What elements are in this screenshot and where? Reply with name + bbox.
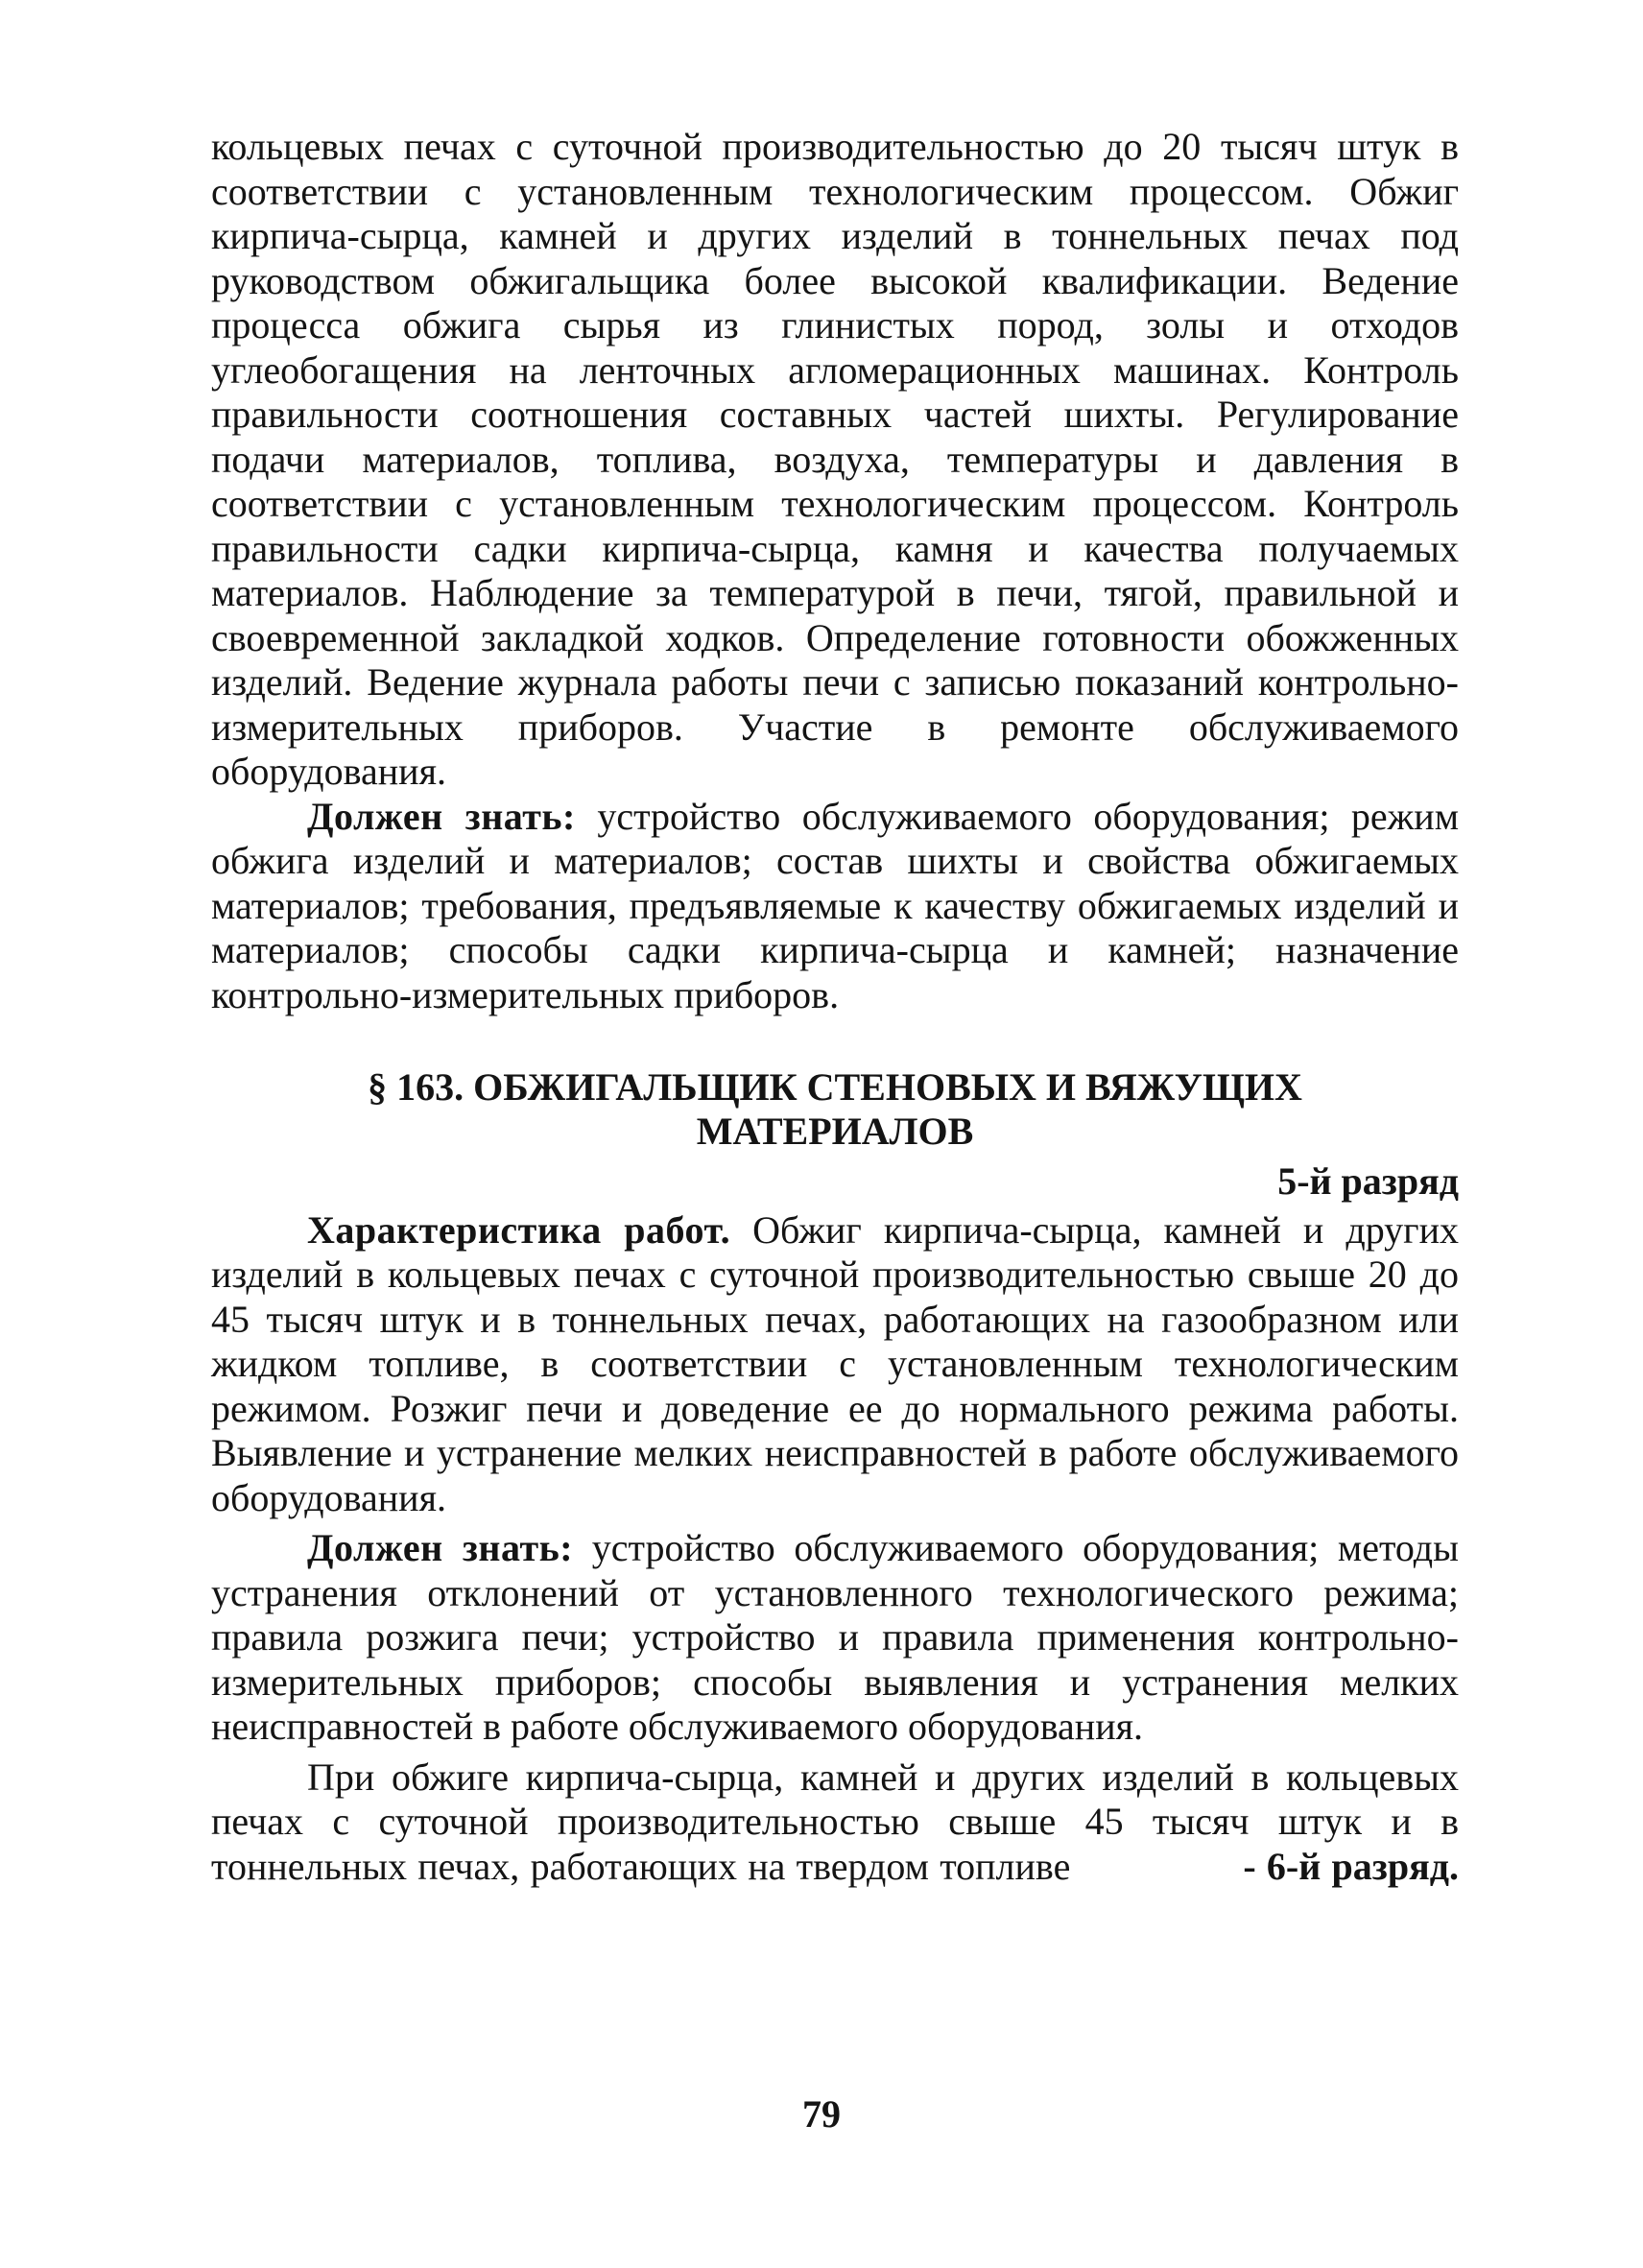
must-know-lead-2: Должен знать: <box>307 1526 574 1569</box>
section-heading <box>211 1065 1459 1154</box>
page-body <box>211 125 1459 1889</box>
note-text-content: При обжиге кирпича-сырца, камней и других изделий в кольцевых печах с суточной производительностью свыше 45 тысяч штук и в тоннельных печах, работающих на твердом топливе <box>211 1755 1459 1888</box>
note-grade: - 6-й разряд. <box>1243 1844 1459 1888</box>
intro-paragraph: кольцевых печах с суточной производительностью до 20 тысяч штук в соответствии с установленным технологическим процессом. Обжиг кирпича-сырца, камней и других изделий в тоннельных печах под руководством обжигальщика более высокой квалификации. Ведение процесса обжига сырья из глинистых пород, золы и отходов углеобогащения на ленточных агломерационных машинах. Контроль правильности соотношения составных частей шихты. Регулирование подачи материалов, топлива, воздуха, температуры и давления в соответствии с установленным технологическим процессом. Контроль правильности садки кирпича-сырца, камня и качества получаемых материалов. Наблюдение за температурой в печи, тягой, правильной и своевременной закладкой ходков. Определение готовности обожженных изделий. Ведение журнала работы печи с записью показаний контрольно-измерительных приборов. Участие в ремонте обслуживаемого оборудования. <box>211 125 1459 793</box>
must-know-lead-1: Должен знать: <box>307 794 576 838</box>
must-know-text-2: устройство обслуживаемого оборудования; методы устранения отклонений от установленного технологического режима; правила розжига печи; устройство и правила применения контрольно-измерительных приборов; способы выявления и устранения мелких неисправностей в работе обслуживаемого оборудования. <box>211 1526 1460 1748</box>
must-know-paragraph-1 <box>211 795 1459 1018</box>
section-heading-line-1: § 163. ОБЖИГАЛЬЩИК СТЕНОВЫХ И ВЯЖУЩИХ <box>368 1065 1302 1109</box>
section-heading-line-2: МАТЕРИАЛОВ <box>696 1110 974 1153</box>
note-text <box>211 1755 1459 1890</box>
characteristics-paragraph <box>211 1208 1459 1521</box>
page-number: 79 <box>802 2092 841 2136</box>
note-paragraph <box>211 1755 1459 1890</box>
must-know-text-1: устройство обслуживаемого оборудования; режим обжига изделий и материалов; состав шихты и свойства обжигаемых материалов; требования, предъявляемые к качеству обжигаемых изделий и материалов; способы садки кирпича-сырца и камней; назначение контрольно-измерительных приборов. <box>211 794 1460 1016</box>
characteristics-lead: Характеристика работ. <box>307 1207 731 1252</box>
must-know-paragraph-2 <box>211 1526 1459 1750</box>
grade-label: 5-й разряд <box>1277 1159 1459 1203</box>
characteristics-text: Обжиг кирпича-сырца, камней и других изделий в кольцевых печах с суточной производительностью свыше 20 до 45 тысяч штук и в тоннельных печах, работающих на газообразном или жидком топливе, в соответствии с установленным технологическим режимом. Розжиг печи и доведение ее до нормального режима работы. Выявление и устранение мелких неисправностей в работе обслуживаемого оборудования. <box>211 1207 1459 1519</box>
